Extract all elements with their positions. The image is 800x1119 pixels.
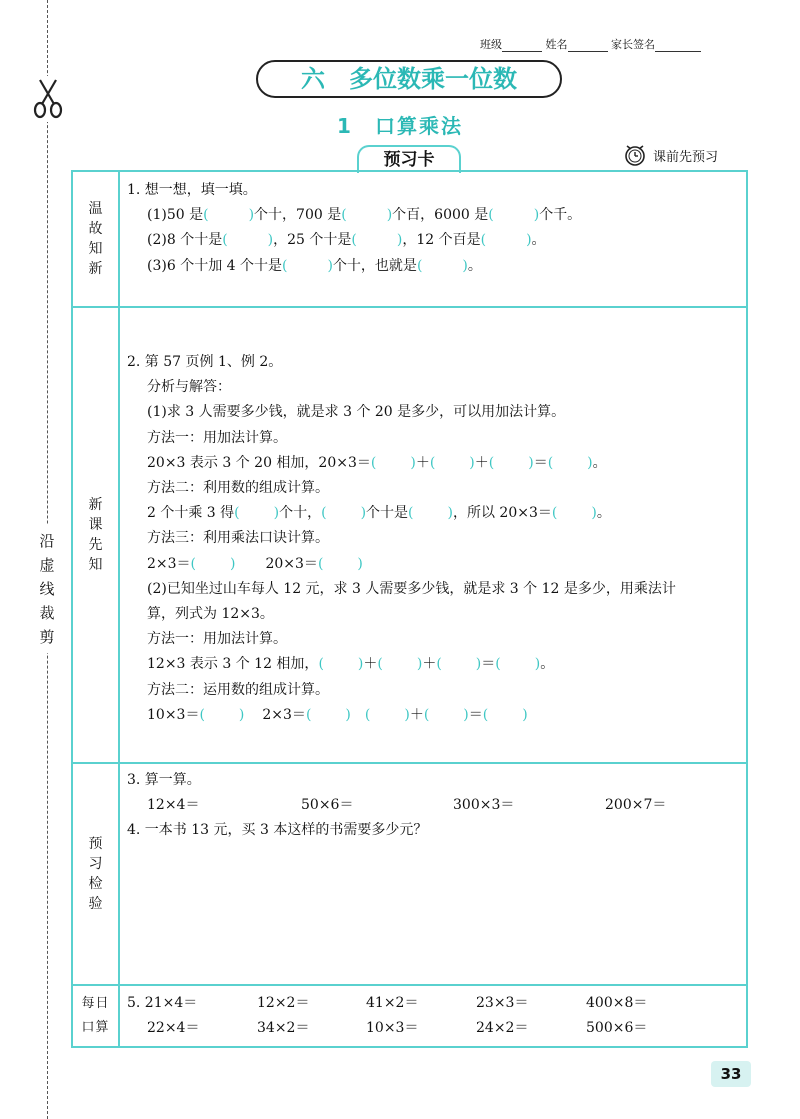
part1-text: (1)求 3 人需要多少钱，就是求 3 个 20 是多少，可以用加法计算。	[147, 404, 566, 421]
name-blank[interactable]	[568, 51, 608, 52]
q1-part1: (1)50 是( )个十，700 是( )个百，6000 是( )个千。	[147, 207, 582, 224]
parent-sign-label: 家长签名	[611, 38, 655, 51]
method2-label: 方法二：利用数的组成计算。	[147, 480, 329, 497]
section-review-side	[73, 172, 120, 306]
daily-item: 34×2＝	[257, 1020, 310, 1037]
q3-item: 300×3＝	[453, 797, 515, 814]
section-daily-label: 每日 口算	[81, 996, 110, 1035]
unit-title: 六 多位数乘一位数	[301, 65, 517, 93]
method2b-label: 方法二：运用数的组成计算。	[147, 681, 329, 698]
q1-part3: (3)6 个十加 4 个十是( )个十，也就是( )。	[147, 257, 482, 274]
daily-item: 5. 21×4＝	[127, 995, 198, 1011]
preview-tag	[622, 141, 718, 169]
class-label: 班级	[480, 38, 502, 51]
method1-line: 20×3 表示 3 个 20 相加，20×3＝( )＋( )＋( )＝( )。	[147, 454, 607, 471]
analysis-label: 分析与解答：	[147, 379, 231, 396]
daily-item: 22×4＝	[147, 1020, 200, 1037]
section-new	[73, 308, 746, 764]
section-review-label: 温故知新	[88, 201, 103, 277]
section-new-side	[73, 308, 120, 762]
clock-icon	[622, 143, 648, 167]
q3-items	[127, 793, 738, 818]
card-title: 预习卡	[357, 145, 461, 173]
section-check-side	[73, 764, 120, 984]
preview-card-table	[71, 170, 748, 1048]
student-info-header	[480, 36, 701, 52]
daily-item: 400×8＝	[586, 995, 648, 1011]
q3-item: 200×7＝	[605, 797, 667, 814]
lesson-title: 1 口算乘法	[337, 114, 463, 138]
section-check-label: 预习检验	[88, 836, 103, 912]
q3-item: 12×4＝	[147, 797, 200, 814]
preview-tag-label: 课前先预习	[653, 149, 719, 165]
daily-item: 12×2＝	[257, 995, 310, 1011]
method3-line: 2×3＝( ) 20×3＝( )	[147, 555, 363, 572]
method2b-line: 10×3＝( ) 2×3＝( ) ( )＋( )＝( )	[147, 706, 528, 723]
q1-title: 1. 想一想，填一填。	[127, 182, 257, 198]
q1-part2: (2)8 个十是( )，25 个十是( )，12 个百是( )。	[147, 232, 546, 249]
q4-text: 4. 一本书 13 元，买 3 本这样的书需要多少元？	[127, 822, 428, 839]
method1b-label: 方法一：用加法计算。	[147, 631, 287, 648]
daily-item: 10×3＝	[366, 1020, 419, 1037]
daily-item: 23×3＝	[476, 995, 529, 1011]
section-daily	[73, 986, 746, 1046]
cut-label: 沿虚线裁剪	[36, 525, 58, 653]
daily-item: 500×6＝	[586, 1020, 648, 1037]
method2-line: 2 个十乘 3 得( )个十，( )个十是( )，所以 20×3＝( )。	[147, 505, 611, 522]
unit-banner	[256, 60, 562, 98]
parent-sign-blank[interactable]	[655, 51, 701, 52]
daily-row-2	[127, 1016, 738, 1041]
method1-label: 方法一：用加法计算。	[147, 429, 287, 446]
name-label: 姓名	[545, 38, 568, 51]
q3-title: 3. 算一算。	[127, 772, 201, 788]
section-daily-side	[73, 986, 120, 1046]
q3-item: 50×6＝	[301, 797, 354, 814]
daily-item: 41×2＝	[366, 995, 419, 1011]
section-new-label: 新课先知	[88, 497, 103, 573]
q2-title: 2. 第 57 页例 1、例 2。	[127, 354, 283, 370]
method3-label: 方法三：利用乘法口诀计算。	[147, 530, 329, 547]
daily-row-1	[127, 991, 738, 1016]
section-review	[73, 172, 746, 308]
page-number: 33	[711, 1061, 751, 1087]
class-blank[interactable]	[502, 51, 542, 52]
method1b-line: 12×3 表示 3 个 12 相加，( )＋( )＋( )＝( )。	[147, 656, 555, 673]
part2-text: (2)已知坐过山车每人 12 元，求 3 人需要多少钱，就是求 3 个 12 是多少，用乘法计	[147, 580, 676, 597]
daily-item: 24×2＝	[476, 1020, 529, 1037]
part2-text-cont: 算，列式为 12×3。	[147, 606, 274, 623]
section-check	[73, 764, 746, 986]
